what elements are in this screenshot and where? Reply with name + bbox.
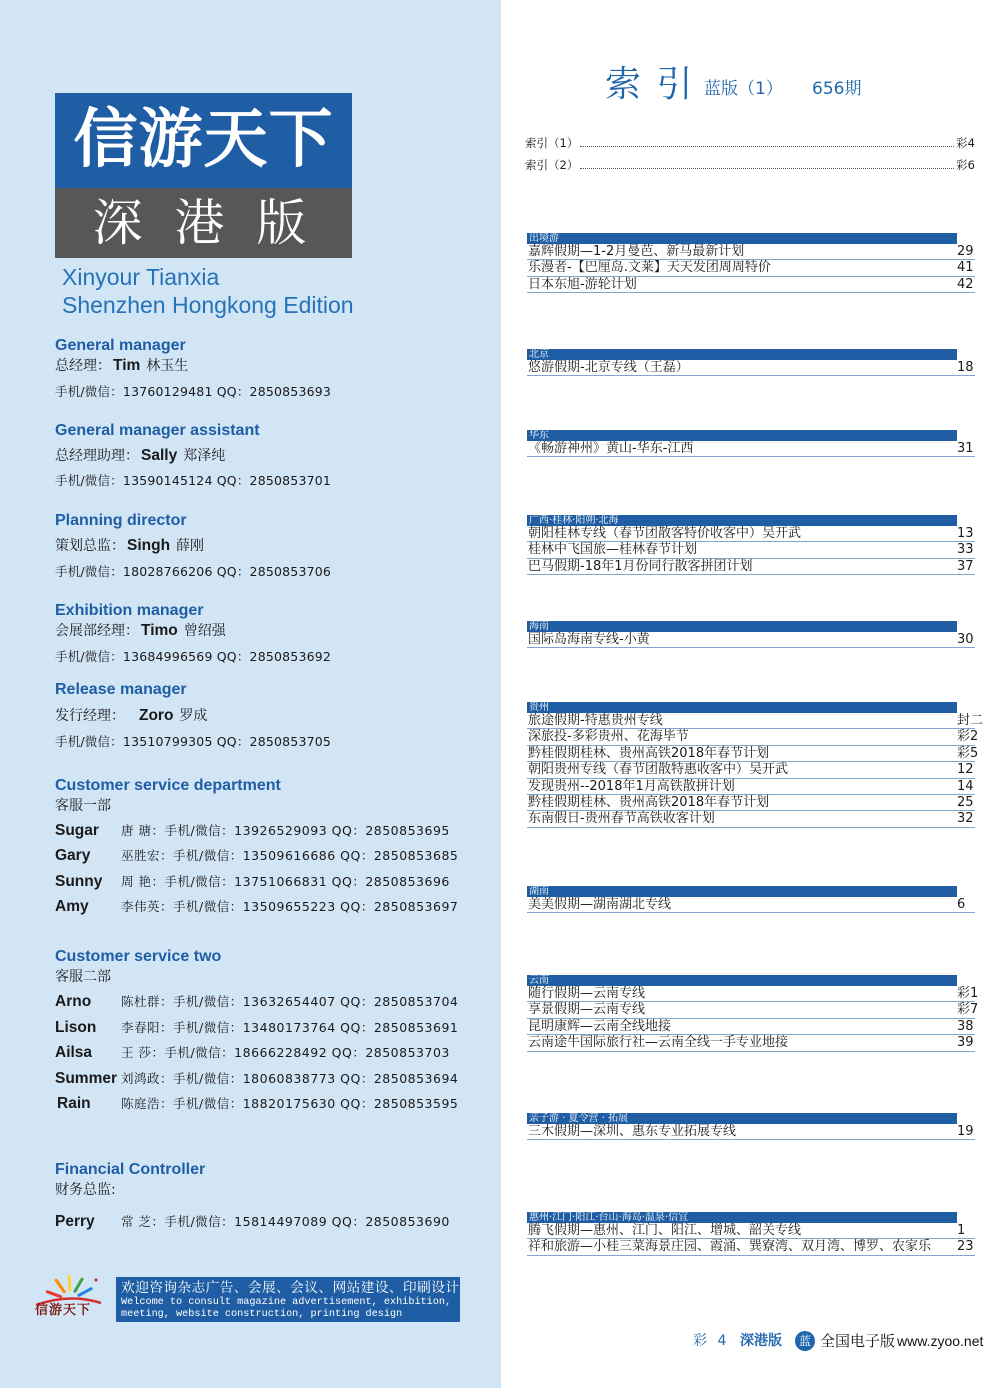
member-row xyxy=(55,1095,458,1113)
footer-page-number: 彩 4 xyxy=(693,1333,730,1349)
entry-title: 享景假期—云南专线 xyxy=(528,1002,646,1018)
section-header-bar xyxy=(527,702,957,713)
toc-label: 索引（1） xyxy=(525,136,579,150)
entry-page: 14 xyxy=(957,778,974,794)
staff-name-line xyxy=(55,537,204,555)
index-entry xyxy=(527,897,975,913)
toc-page: 彩4 xyxy=(956,136,975,150)
member-english-name: Sugar xyxy=(55,822,99,839)
section-header-bar xyxy=(527,1113,957,1124)
staff-english-name: Singh xyxy=(127,537,171,554)
staff-chinese-name: 郑泽纯 xyxy=(183,448,226,464)
member-english-name: Summer xyxy=(55,1070,118,1087)
footer-national-edition: 全国电子版 xyxy=(820,1332,896,1350)
index-entry xyxy=(527,1124,975,1140)
entry-page: 33 xyxy=(957,542,974,558)
entry-page: 39 xyxy=(957,1035,974,1051)
entry-title: 旅途假期-特惠贵州专线 xyxy=(528,713,663,728)
entry-title: 《畅游神州》黄山-华东-江西 xyxy=(528,441,694,456)
index-entry xyxy=(527,745,979,762)
staff-title: 总经理助理： xyxy=(55,448,139,464)
footer-website-link[interactable]: www.zyoo.net xyxy=(897,1333,984,1349)
entry-page: 13 xyxy=(957,526,974,541)
index-entry xyxy=(527,260,975,276)
member-contact: 唐 瑭：手机/微信：13926529093 QQ：2850853695 xyxy=(121,823,450,838)
staff-chinese-name: 罗成 xyxy=(179,708,208,724)
section-header-bar xyxy=(527,1212,957,1223)
index-entry xyxy=(527,762,975,778)
entry-page: 42 xyxy=(957,276,974,292)
entry-title: 朝阳桂林专线（春节团散客特价收客中）吴开武 xyxy=(528,526,802,541)
department-subtitle: 财务总监: xyxy=(55,1182,116,1198)
welcome-english-line-1: Welcome to consult magazine advertisement, exhibition, xyxy=(121,1297,452,1308)
entry-page: 彩5 xyxy=(957,745,979,761)
member-row xyxy=(55,993,458,1011)
staff-contact: 手机/微信：13684996569 QQ：2850853692 xyxy=(55,649,332,664)
index-entry xyxy=(527,795,975,811)
section-label: 贵州 xyxy=(529,702,549,713)
entry-page: 彩1 xyxy=(957,986,979,1001)
welcome-english-line-2: meeting, website construction, printing design xyxy=(121,1309,403,1320)
department-subtitle: 客服二部 xyxy=(55,969,111,985)
staff-chinese-name: 曾绍强 xyxy=(183,623,226,639)
member-contact: 刘鸿政：手机/微信：18060838773 QQ：2850853694 xyxy=(121,1071,459,1086)
entry-title: 三木假期—深圳、惠东专业拓展专线 xyxy=(528,1124,737,1139)
department-subtitle: 客服一部 xyxy=(55,798,111,814)
index-section xyxy=(527,1212,975,1256)
index-entry xyxy=(527,360,975,376)
logo-title: 信游天下 xyxy=(55,93,352,188)
index-title: 索 引 xyxy=(605,64,695,105)
entry-title: 乐漫者-【巴厘岛.文莱】天天发团周周特价 xyxy=(528,260,771,276)
index-section xyxy=(527,515,975,575)
entry-page: 18 xyxy=(957,360,974,375)
entry-title: 深旅投-多彩贵州、花海毕节 xyxy=(528,729,689,745)
entry-page: 彩7 xyxy=(957,1002,979,1018)
section-header-bar xyxy=(527,621,957,632)
logo-edition: 深 港 版 xyxy=(55,188,352,258)
index-entry xyxy=(527,244,975,260)
index-section xyxy=(527,430,975,457)
index-entry xyxy=(527,559,975,575)
staff-title: 总经理： xyxy=(55,358,111,374)
staff-chinese-name: 薛刚 xyxy=(176,538,205,554)
entry-title: 东南假日-贵州春节高铁收客计划 xyxy=(528,811,715,827)
entry-page: 23 xyxy=(957,1239,974,1255)
index-entry xyxy=(527,526,975,542)
role-heading: General manager assistant xyxy=(55,422,260,439)
section-header-bar xyxy=(527,515,957,526)
section-label: 海南 xyxy=(529,621,549,632)
index-entry xyxy=(527,779,975,795)
staff-name-line xyxy=(55,707,207,725)
member-contact: 李伟英：手机/微信：13509655223 QQ：2850853697 xyxy=(121,899,459,914)
member-english-name: Amy xyxy=(55,898,89,915)
entry-title: 朝阳贵州专线（春节团散特惠收客中）吴开武 xyxy=(528,762,789,778)
index-entry xyxy=(527,1223,975,1239)
entry-title: 国际岛海南专线-小黄 xyxy=(528,632,650,647)
section-header-bar xyxy=(527,886,957,897)
entry-title: 巴马假期-18年1月份同行散客拼团计划 xyxy=(528,558,753,574)
staff-contact: 手机/微信：13590145124 QQ：2850853701 xyxy=(55,473,332,488)
member-row xyxy=(55,898,458,916)
member-english-name: Sunny xyxy=(55,873,103,890)
staff-english-name: Timo xyxy=(141,622,178,639)
brand-english-name: Xinyour Tianxia xyxy=(62,264,220,290)
department-heading: Customer service two xyxy=(55,948,222,965)
staff-english-name: Tim xyxy=(113,357,141,374)
entry-page: 6 xyxy=(957,897,966,912)
brand-english-edition: Shenzhen Hongkong Edition xyxy=(62,292,354,318)
section-header-bar xyxy=(527,430,957,441)
member-contact: 周 艳：手机/微信：13751066831 QQ：2850853696 xyxy=(121,874,450,889)
index-section xyxy=(527,886,975,913)
section-label: 亲子游 · 夏令营 · 拓展 xyxy=(529,1113,629,1124)
entry-page: 封二 xyxy=(957,713,984,728)
member-english-name: Rain xyxy=(57,1095,91,1112)
entry-title: 发现贵州--2018年1月高铁散拼计划 xyxy=(528,778,735,794)
entry-title: 黔桂假期桂林、贵州高铁2018年春节计划 xyxy=(528,745,770,761)
toc-leader xyxy=(580,168,954,169)
index-edition: 蓝版（1） xyxy=(704,79,783,99)
entry-title: 祥和旅游—小桂三菜海景庄园、霞涌、巽寮湾、双月湾、博罗、农家乐 xyxy=(528,1239,932,1255)
index-section xyxy=(527,233,975,293)
entry-title: 腾飞假期—惠州、江门、阳江、增城、韶关专线 xyxy=(528,1223,802,1238)
index-entry xyxy=(527,1239,975,1255)
member-contact: 陈庭浩：手机/微信：18820175630 QQ：2850853595 xyxy=(121,1096,459,1111)
staff-contact: 手机/微信：13760129481 QQ：2850853693 xyxy=(55,384,332,399)
entry-title: 桂林中飞国旅—桂林春节计划 xyxy=(528,542,698,558)
index-entry xyxy=(527,632,975,648)
member-row xyxy=(55,873,450,891)
entry-title: 随行假期—云南专线 xyxy=(528,986,646,1001)
section-header-bar xyxy=(527,233,957,244)
entry-title: 嘉辉假期—1-2月曼芭、新马最新计划 xyxy=(528,244,745,259)
index-entry xyxy=(527,729,979,745)
welcome-chinese: 欢迎咨询杂志广告、会展、会议、网站建设、印刷设计 xyxy=(121,1280,460,1296)
staff-english-name: Zoro xyxy=(139,707,174,724)
toc-page: 彩6 xyxy=(956,158,975,172)
index-section xyxy=(527,621,975,648)
staff-contact: 手机/微信：18028766206 QQ：2850853706 xyxy=(55,564,332,579)
member-row xyxy=(55,1213,450,1231)
role-heading: Planning director xyxy=(55,512,187,529)
index-section xyxy=(527,702,984,828)
staff-name-line xyxy=(55,622,226,640)
index-entry xyxy=(527,1035,975,1051)
section-label: 出境游 xyxy=(529,233,559,244)
entry-page: 31 xyxy=(957,441,974,456)
section-header-bar xyxy=(527,349,957,360)
index-entry xyxy=(527,1002,979,1018)
bottom-logo-text: 信游天下 xyxy=(35,1303,92,1318)
entry-page: 彩2 xyxy=(957,729,979,745)
index-entry xyxy=(527,277,975,293)
entry-page: 29 xyxy=(957,244,974,259)
index-section xyxy=(527,349,975,376)
section-label: 云南 xyxy=(529,975,549,986)
entry-title: 美美假期—湖南湖北专线 xyxy=(528,897,672,912)
toc-leader xyxy=(580,146,954,147)
member-row xyxy=(55,1070,458,1088)
member-contact: 陈杜群：手机/微信：13632654407 QQ：2850853704 xyxy=(121,994,459,1009)
entry-page: 38 xyxy=(957,1018,974,1034)
staff-title: 会展部经理： xyxy=(55,623,139,639)
entry-page: 30 xyxy=(957,632,974,647)
staff-name-line xyxy=(55,447,225,465)
section-label: 惠州·江门·阳江·台山·海岛·温泉·信宜 xyxy=(529,1212,689,1223)
index-entry xyxy=(527,542,975,558)
member-row xyxy=(55,1044,450,1062)
member-english-name: Lison xyxy=(55,1019,97,1036)
toc-line xyxy=(525,158,975,172)
staff-chinese-name: 林玉生 xyxy=(146,358,189,374)
member-row xyxy=(55,822,450,840)
edition-badge: 蓝 xyxy=(795,1331,815,1351)
entry-page: 12 xyxy=(957,762,974,778)
role-heading: Release manager xyxy=(55,681,187,698)
entry-title: 昆明康辉—云南全线地接 xyxy=(528,1018,672,1034)
member-row xyxy=(55,847,458,865)
index-entry xyxy=(527,811,975,827)
toc-line xyxy=(525,136,975,150)
entry-page: 19 xyxy=(957,1124,974,1139)
staff-title: 发行经理： xyxy=(55,708,125,724)
member-row xyxy=(55,1019,458,1037)
entry-page: 32 xyxy=(957,811,974,827)
staff-contact: 手机/微信：13510799305 QQ：2850853705 xyxy=(55,734,332,749)
index-entry xyxy=(527,441,975,457)
member-contact: 王 莎：手机/微信：18666228492 QQ：2850853703 xyxy=(121,1045,450,1060)
section-label: 湖南 xyxy=(529,886,549,897)
department-heading: Financial Controller xyxy=(55,1161,206,1178)
footer-edition: 深港版 xyxy=(740,1333,782,1349)
department-heading: Customer service department xyxy=(55,777,281,794)
staff-title: 策划总监： xyxy=(55,538,125,554)
entry-title: 悠游假期-北京专线（王磊） xyxy=(528,360,689,375)
role-heading: Exhibition manager xyxy=(55,602,204,619)
index-entry xyxy=(527,713,984,729)
member-english-name: Ailsa xyxy=(55,1044,93,1061)
index-entry xyxy=(527,986,979,1002)
section-label: 华东 xyxy=(529,430,549,441)
member-contact: 常 芝：手机/微信：15814497089 QQ：2850853690 xyxy=(121,1214,450,1229)
index-entry xyxy=(527,1019,975,1035)
toc-label: 索引（2） xyxy=(525,158,579,172)
member-english-name: Gary xyxy=(55,847,91,864)
staff-english-name: Sally xyxy=(141,447,178,464)
welcome-banner xyxy=(116,1277,460,1322)
staff-name-line xyxy=(55,357,188,375)
entry-title: 黔桂假期桂林、贵州高铁2018年春节计划 xyxy=(528,794,770,810)
member-contact: 李春阳：手机/微信：13480173764 QQ：2850853691 xyxy=(121,1020,459,1035)
entry-page: 1 xyxy=(957,1223,966,1238)
entry-page: 37 xyxy=(957,558,974,574)
section-label: 北京 xyxy=(529,349,549,360)
role-heading: General manager xyxy=(55,337,186,354)
index-issue: 656期 xyxy=(812,79,862,99)
member-contact: 巫胜宏：手机/微信：13509616686 QQ：2850853685 xyxy=(121,848,459,863)
masthead-logo xyxy=(55,93,352,258)
member-english-name: Perry xyxy=(55,1213,95,1230)
entry-title: 云南途牛国际旅行社—云南全线一手专业地接 xyxy=(528,1035,789,1051)
entry-title: 日本东旭-游轮计划 xyxy=(528,276,637,292)
section-header-bar xyxy=(527,975,957,986)
member-english-name: Arno xyxy=(55,993,92,1010)
entry-page: 41 xyxy=(957,260,974,276)
entry-page: 25 xyxy=(957,794,974,810)
index-section xyxy=(527,1113,975,1140)
index-section xyxy=(527,975,979,1052)
section-label: 广西·桂林·阳朔·北海 xyxy=(529,515,619,526)
